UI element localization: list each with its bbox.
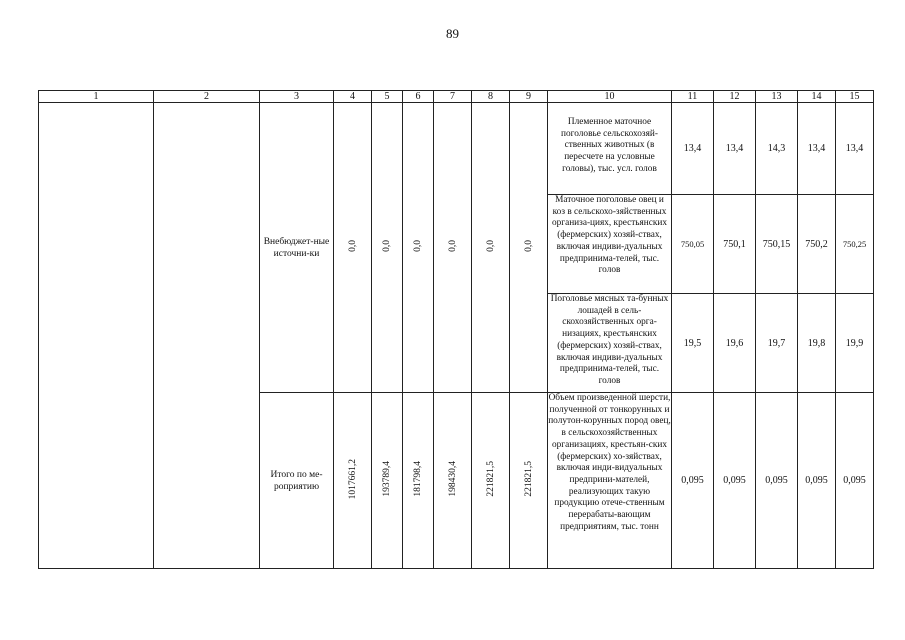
column-header: 9 [510, 91, 548, 103]
funding-source-cell: Внебюджет-ные источни-ки [260, 103, 334, 393]
column-header: 12 [714, 91, 756, 103]
data-table [38, 90, 874, 569]
indicator-value: 13,4 [798, 103, 836, 195]
budget-value-cell [372, 393, 403, 569]
column-header: 10 [548, 91, 672, 103]
indicator-value: 750,2 [798, 195, 836, 294]
budget-value-cell [334, 103, 372, 393]
column-header: 2 [154, 91, 260, 103]
budget-value-cell [510, 103, 548, 393]
column-header: 3 [260, 91, 334, 103]
indicator-text: Племенное маточное поголовье сельскохозяй-ственных животных (в пересчете на условные головы), тыс. усл. голов [548, 103, 672, 195]
budget-value: 0,0 [347, 240, 358, 252]
budget-value: 221821,5 [523, 461, 534, 497]
empty-cell [154, 103, 260, 569]
funding-source-cell: Итого по ме-роприятию [260, 393, 334, 569]
column-header: 15 [836, 91, 874, 103]
budget-value: 0,0 [523, 240, 534, 252]
budget-value: 1017661,2 [347, 458, 358, 500]
column-header: 5 [372, 91, 403, 103]
page-number: 89 [446, 26, 459, 41]
indicator-value: 0,095 [798, 393, 836, 569]
indicator-value: 13,4 [672, 103, 714, 195]
indicator-value: 14,3 [756, 103, 798, 195]
budget-value: 181798,4 [413, 461, 423, 497]
indicator-value: 0,095 [714, 393, 756, 569]
budget-value-cell [334, 393, 372, 569]
indicator-value: 19,9 [836, 294, 874, 393]
indicator-value: 0,095 [672, 393, 714, 569]
budget-value: 193789,4 [382, 461, 392, 497]
column-header: 4 [334, 91, 372, 103]
indicator-text: Объем произведенной шерсти, полученной от тонкорунных и полутон-корунных пород овец, в сельскохозяйственных организациях, крестьян-ских (фермерских) хо-зяйствах, включая инди-видуальных предприни-мателей, реализующих такую продукцию отече-ственным перерабаты-вающим предприятиям, тыс. тонн [548, 393, 672, 569]
budget-value-cell [472, 393, 510, 569]
column-header: 7 [434, 91, 472, 103]
column-header: 8 [472, 91, 510, 103]
budget-value-cell [472, 103, 510, 393]
indicator-value: 0,095 [756, 393, 798, 569]
column-header: 14 [798, 91, 836, 103]
budget-value-cell [403, 103, 434, 393]
budget-value-cell [372, 103, 403, 393]
column-header: 1 [39, 91, 154, 103]
indicator-value: 750,05 [672, 195, 714, 294]
empty-cell [39, 103, 154, 569]
budget-value: 0,0 [485, 240, 496, 252]
indicator-value: 19,7 [756, 294, 798, 393]
column-header: 13 [756, 91, 798, 103]
budget-value: 0,0 [413, 240, 423, 252]
indicator-value: 19,6 [714, 294, 756, 393]
column-header: 6 [403, 91, 434, 103]
indicator-value: 750,1 [714, 195, 756, 294]
indicator-value: 19,8 [798, 294, 836, 393]
budget-value: 0,0 [382, 240, 392, 252]
budget-value-cell [434, 103, 472, 393]
indicator-text: Маточное поголовье овец и коз в сельскохо-зяйственных организа-циях, крестьянских (фермерских) хозяй-ствах, включая индиви-дуальных предпринима-телей, тыс. голов [548, 195, 672, 294]
table-row [39, 103, 874, 195]
budget-value-cell [403, 393, 434, 569]
indicator-value: 13,4 [714, 103, 756, 195]
budget-value-cell [434, 393, 472, 569]
indicator-text: Поголовье мясных та-бунных лошадей в сель-скохозяйственных орга-низациях, крестьянских (фермерских) хозяй-ствах, включая индиви-дуальных предпринима-телей, тыс. голов [548, 294, 672, 393]
column-number-row [39, 91, 874, 103]
indicator-value: 19,5 [672, 294, 714, 393]
indicator-value: 750,15 [756, 195, 798, 294]
indicator-value: 0,095 [836, 393, 874, 569]
indicator-value: 750,25 [836, 195, 874, 294]
budget-value: 0,0 [447, 240, 458, 252]
budget-value-cell [510, 393, 548, 569]
budget-value: 221821,5 [485, 461, 496, 497]
column-header: 11 [672, 91, 714, 103]
indicator-value: 13,4 [836, 103, 874, 195]
budget-value: 198430,4 [447, 461, 458, 497]
